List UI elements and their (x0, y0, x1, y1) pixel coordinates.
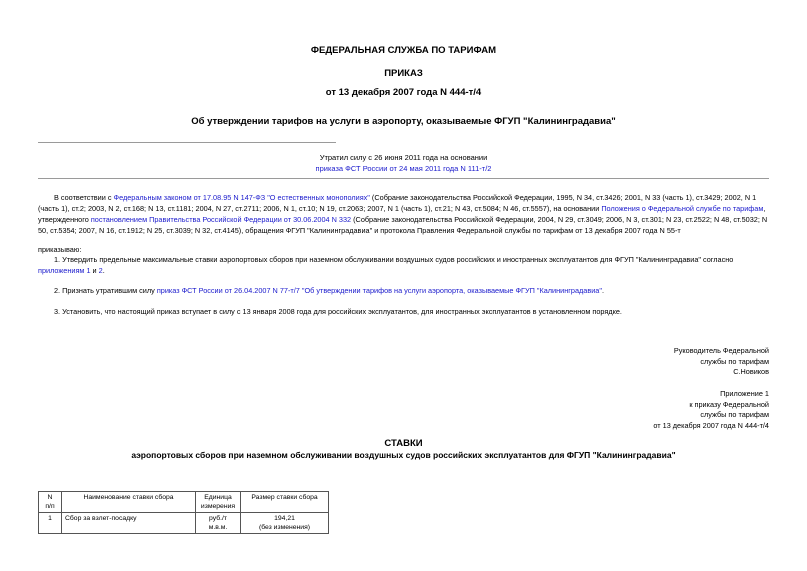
header-num-line-2: п/п (45, 503, 55, 510)
row-value-line-2: (без изменения) (258, 524, 311, 531)
order-item-3: 3. Установить, что настоящий приказ вступает в силу с 13 января 2008 года для российских эксплуатантов, для иностранных эксплуатантов в установленном порядке. (54, 307, 622, 316)
resolve-word: приказываю: (38, 245, 82, 254)
appendix-2-link[interactable]: 2 (98, 266, 103, 275)
row-value (241, 513, 329, 534)
appendix-line-2: к приказу Федеральной (689, 399, 769, 409)
preamble-text-3: , утвержденного (38, 204, 766, 224)
header-unit-line-1: Единица (204, 494, 232, 501)
preamble-text-2: (Собрание законодательства Российской Федерации, 1995, N 34, ст.3426; 2001, N 33 (часть 1), ст.3429; 2002, N 1 (часть 1), ст.2; 2003, N 2, ст.168; N 13, ст.1181; 2004, N 27, ст.2711; 2006, N 1, ст.10; N 19, ст.2063; 2007, N 1 (часть 1), ст.21; N 43, ст.5084; N 46, ст.5557), на основании (38, 193, 757, 213)
signature-name: С.Новиков (733, 367, 769, 376)
row-num: 1 (39, 513, 62, 534)
divider-long (38, 178, 769, 179)
appendix-line-3: службы по тарифам (700, 410, 769, 419)
repeal-order-link[interactable]: приказа ФСТ России от 24 мая 2011 года N 111-т/2 (315, 164, 492, 173)
government-decree-link[interactable]: постановлением Правительства Российской Федерации от 30.06.2004 N 332 (90, 215, 352, 224)
header-num (39, 492, 62, 513)
document-title: Об утверждении тарифов на услуги в аэропорту, оказываемые ФГУП "Калининградавиа" (191, 116, 616, 127)
preamble-paragraph (38, 192, 769, 236)
rates-subheading: аэропортовых сборов при наземном обслуживании воздушных судов российских эксплуатантов для ФГУП "Калининградавиа" (131, 450, 676, 460)
appendix-line-1: Приложение 1 (720, 389, 769, 398)
row-unit-line-1: руб./т (209, 515, 227, 522)
header-unit-line-2: измерения (200, 503, 236, 510)
row-name: Сбор за взлет-посадку (62, 513, 196, 534)
signature-block (674, 346, 769, 378)
repealed-order-link[interactable]: приказ ФСТ России от 26.04.2007 N 77-т/7 "Об утверждении тарифов на услуги аэропорта, оказываемые ФГУП "Калининградавиа" (156, 286, 602, 295)
status-note-link-row (0, 164, 807, 173)
appendix-line-4: от 13 декабря 2007 года N 444-т/4 (653, 420, 769, 430)
fst-regulation-link[interactable]: Положения о Федеральной службе по тарифам (601, 204, 764, 213)
preamble-text-1: В соответствии с (54, 193, 114, 202)
item-2-end: . (601, 286, 604, 295)
header-name: Наименование ставки сбора (62, 492, 196, 513)
item-1-end: . (102, 266, 105, 275)
rates-heading: СТАВКИ (384, 438, 423, 449)
row-unit (196, 513, 241, 534)
federal-law-link[interactable]: Федеральным законом от 17.08.95 N 147-ФЗ "О естественных монополиях" (113, 193, 370, 202)
header-size: Размер ставки сбора (241, 492, 329, 513)
item-1-and: и (90, 266, 99, 275)
row-value-line-1: 194,21 (274, 515, 295, 522)
order-item-2 (38, 285, 769, 296)
order-item-1 (38, 254, 769, 276)
signature-line-2: службы по тарифам (700, 356, 769, 366)
preamble-text-4: (Собрание законодательства Российской Федерации, 2004, N 29, ст.3049; 2006, N 3, ст.301; N 23, ст.2522; N 48, ст.5032; N 50, ст.5354; 2007, N 16, ст.1912; N 25, ст.3039; N 32, ст.4145), обращения ФГУП "Калининградавиа" и протокола Правления Федеральной службы по тарифам от 13 декабря 2007 года N 55-т (38, 215, 768, 235)
status-note-text: Утратил силу с 26 июня 2011 года на основании (319, 153, 488, 162)
appendix-block (653, 389, 769, 431)
divider-short (38, 142, 336, 143)
agency-name: ФЕДЕРАЛЬНАЯ СЛУЖБА ПО ТАРИФАМ (310, 45, 497, 56)
table-row (39, 513, 329, 534)
appendix-1-link[interactable]: приложениям 1 (38, 266, 91, 275)
item-2-text: 2. Признать утратившим силу (54, 286, 157, 295)
rates-table-header (39, 492, 329, 513)
document-date-number: от 13 декабря 2007 года N 444-т/4 (325, 87, 482, 98)
signature-line-1: Руководитель Федеральной (673, 346, 769, 355)
item-1-text: 1. Утвердить предельные максимальные ставки аэропортовых сборов при наземном обслуживании воздушных судов российских и иностранных эксплуатантов для ФГУП "Калининградавиа" согласно (54, 255, 734, 264)
row-unit-line-2: м.в.м. (208, 524, 228, 531)
rates-table (38, 491, 329, 534)
header-num-line-1: N (47, 494, 53, 501)
header-unit (196, 492, 241, 513)
document-type: ПРИКАЗ (384, 68, 423, 79)
